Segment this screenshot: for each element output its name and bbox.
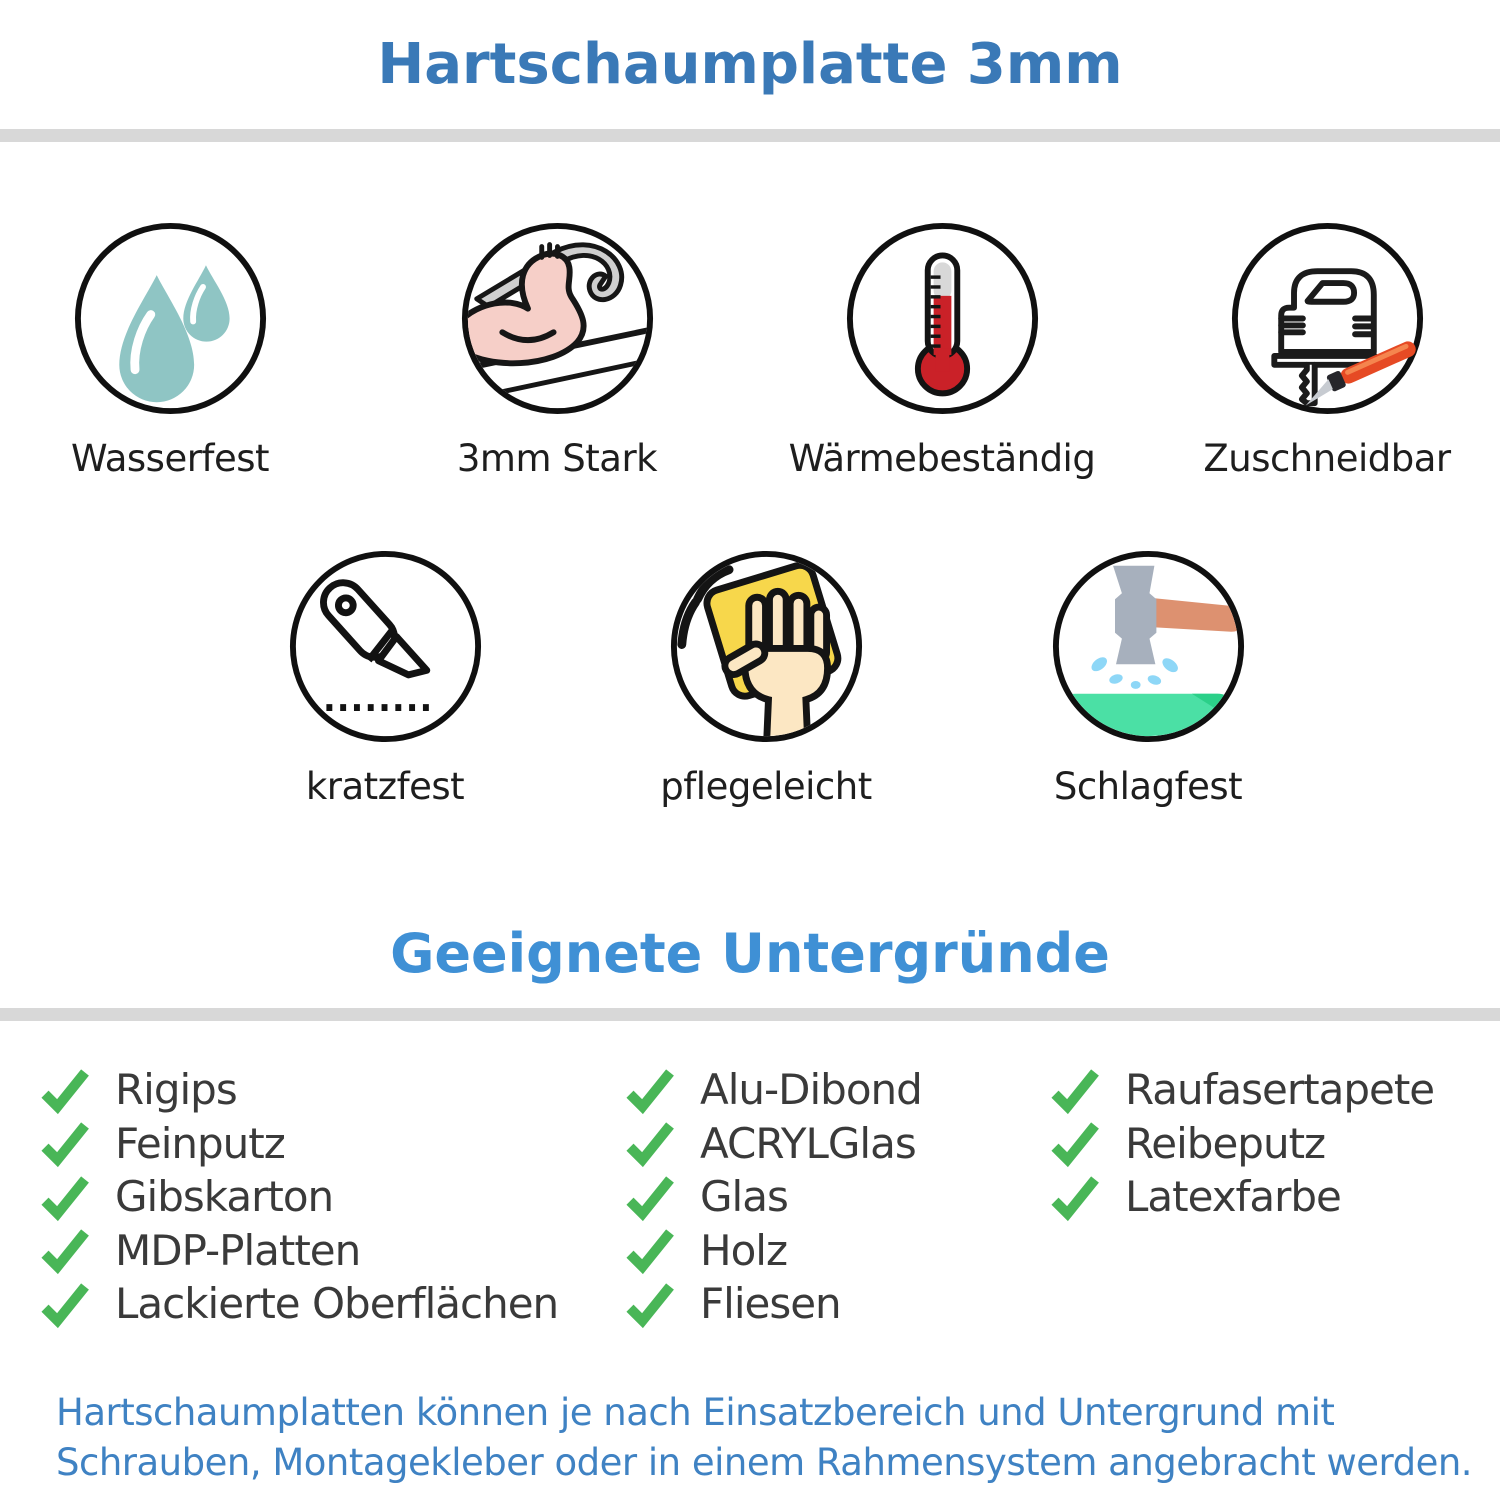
feature-wasserfest xyxy=(0,220,360,480)
feature-label: Wärmebeständig xyxy=(788,437,1096,480)
feature-label: Wasserfest xyxy=(71,437,269,480)
footer-note xyxy=(56,1388,1476,1488)
list-item xyxy=(1050,1170,1434,1224)
substrate-label: MDP-Platten xyxy=(115,1225,361,1275)
substrate-column-3 xyxy=(1050,1063,1434,1224)
feature-waermebestaendig xyxy=(752,220,1132,480)
check-icon xyxy=(625,1279,675,1329)
muscle-arm-icon xyxy=(459,220,656,417)
substrate-label: Lackierte Oberflächen xyxy=(115,1279,559,1329)
check-icon xyxy=(40,1172,90,1222)
list-item xyxy=(625,1277,922,1331)
substrate-label: Rigips xyxy=(115,1065,237,1115)
footer-line-2: Schrauben, Montagekleber oder in einem Rahmensystem angebracht werden. xyxy=(56,1441,1473,1484)
check-icon xyxy=(40,1118,90,1168)
check-icon xyxy=(625,1172,675,1222)
check-icon xyxy=(625,1118,675,1168)
check-icon xyxy=(625,1225,675,1275)
page-title: Hartschaumplatte 3mm xyxy=(377,32,1123,97)
substrate-column-2 xyxy=(625,1063,922,1331)
list-item xyxy=(1050,1063,1434,1117)
list-item xyxy=(40,1224,558,1278)
jigsaw-icon xyxy=(1229,220,1426,417)
substrate-label: ACRYLGlas xyxy=(700,1118,916,1168)
feature-label: pflegeleicht xyxy=(660,765,872,808)
feature-label: Schlagfest xyxy=(1053,765,1243,808)
list-item xyxy=(40,1063,558,1117)
check-icon xyxy=(1050,1118,1100,1168)
substrate-label: Latexfarbe xyxy=(1125,1172,1341,1222)
list-item xyxy=(40,1170,558,1224)
hammer-impact-icon xyxy=(1050,548,1247,745)
substrate-label: Reibeputz xyxy=(1125,1118,1326,1168)
list-item xyxy=(1050,1117,1434,1171)
substrate-label: Fliesen xyxy=(700,1279,841,1329)
divider-bar-bottom xyxy=(0,1008,1500,1021)
check-icon xyxy=(40,1225,90,1275)
substrate-label: Feinputz xyxy=(115,1118,285,1168)
feature-3mm-stark xyxy=(367,220,747,480)
feature-label: 3mm Stark xyxy=(456,437,658,480)
feature-kratzfest xyxy=(195,548,575,808)
feature-schlagfest xyxy=(958,548,1338,808)
substrate-label: Raufasertapete xyxy=(1125,1065,1435,1115)
list-item xyxy=(625,1063,922,1117)
feature-zuschneidbar xyxy=(1137,220,1500,480)
substrate-label: Alu-Dibond xyxy=(700,1065,922,1115)
list-item xyxy=(625,1170,922,1224)
substrate-column-1 xyxy=(40,1063,558,1331)
check-icon xyxy=(1050,1065,1100,1115)
utility-knife-icon xyxy=(287,548,484,745)
section-title-untergruende: Geeignete Untergründe xyxy=(390,922,1110,985)
feature-pflegeleicht xyxy=(576,548,956,808)
substrate-label: Holz xyxy=(700,1225,787,1275)
footer-line-1: Hartschaumplatten können je nach Einsatzbereich und Untergrund mit xyxy=(56,1391,1335,1434)
thermometer-icon xyxy=(844,220,1041,417)
check-icon xyxy=(40,1065,90,1115)
substrate-label: Gibskarton xyxy=(115,1172,334,1222)
wiping-hand-icon xyxy=(668,548,865,745)
check-icon xyxy=(40,1279,90,1329)
list-item xyxy=(625,1117,922,1171)
feature-label: kratzfest xyxy=(305,765,465,808)
list-item xyxy=(40,1117,558,1171)
feature-label: Zuschneidbar xyxy=(1203,437,1451,480)
check-icon xyxy=(625,1065,675,1115)
substrate-label: Glas xyxy=(700,1172,788,1222)
check-icon xyxy=(1050,1172,1100,1222)
divider-bar-top xyxy=(0,129,1500,142)
water-drops-icon xyxy=(72,220,269,417)
list-item xyxy=(40,1277,558,1331)
list-item xyxy=(625,1224,922,1278)
